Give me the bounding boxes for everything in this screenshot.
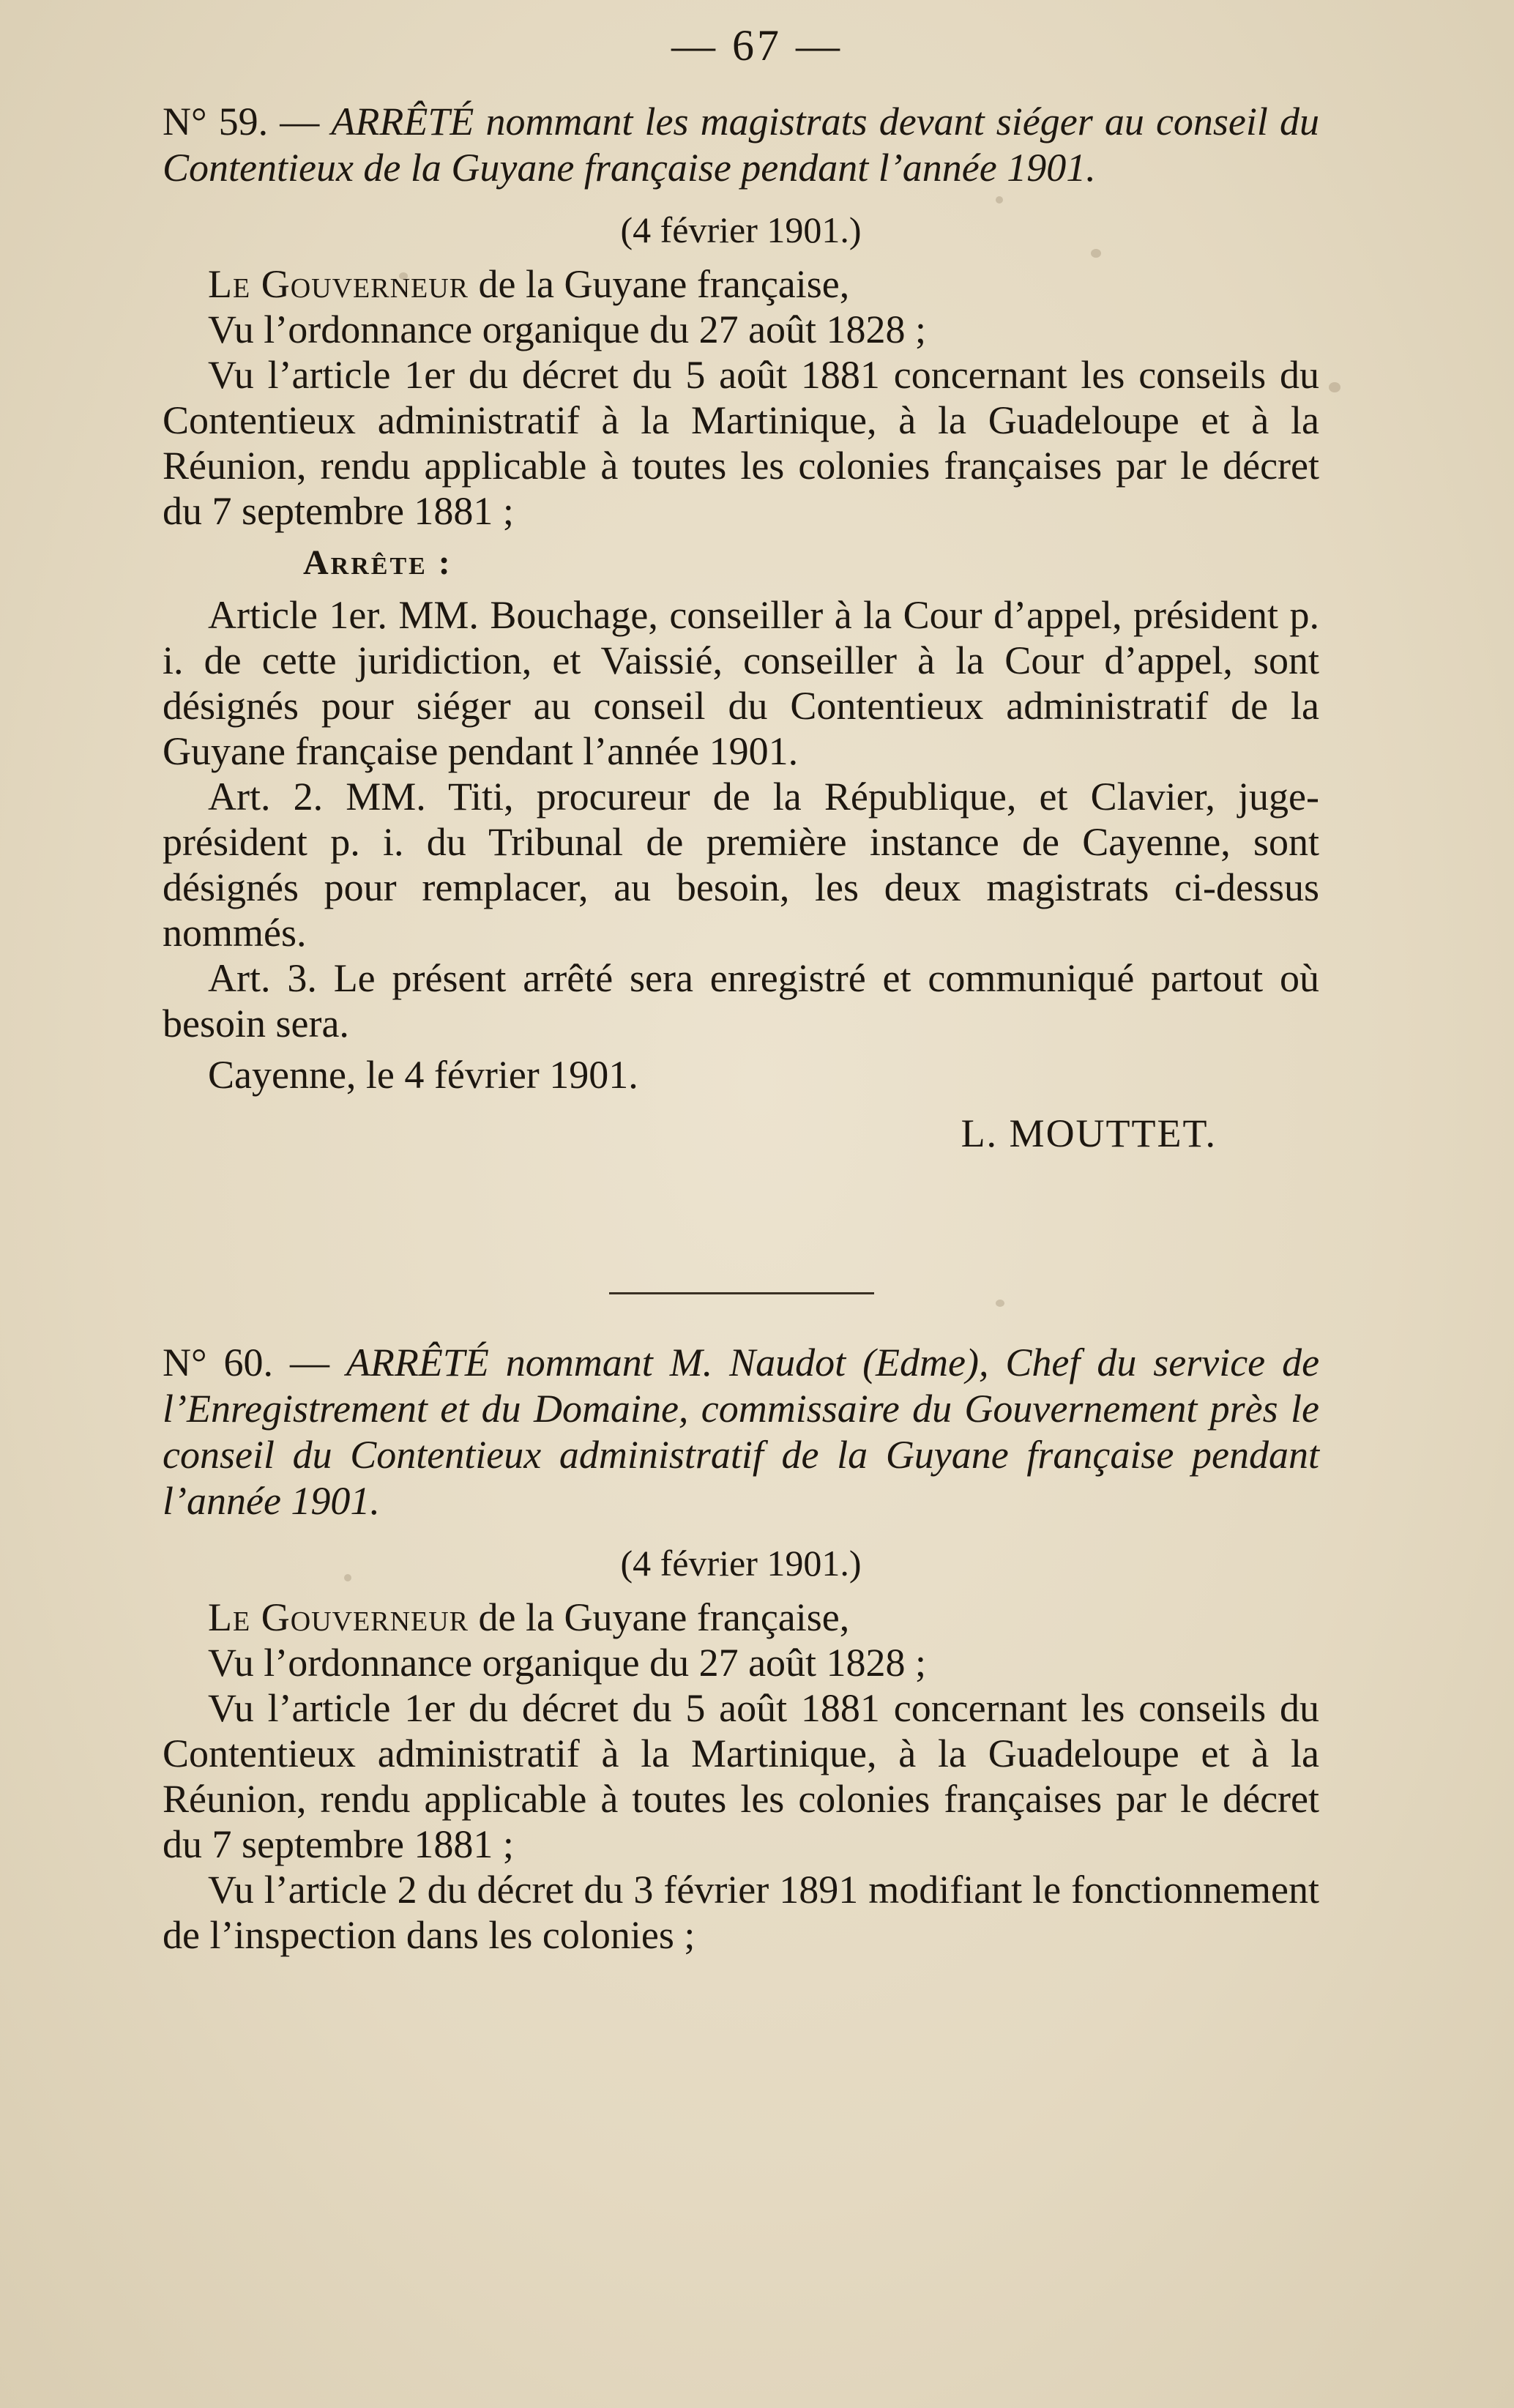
paper-speck [1329, 382, 1340, 392]
decree-59-governor [163, 261, 1319, 307]
decree-59-article-1: Article 1er. MM. Bouchage, conseiller à la Cour d’appel, président p. i. de cette juridiction, et Vaissié, conseiller à la Cour d’appel, sont désignés pour siéger au conseil du Contentieux administratif de la Guyane française pendant l’année 1901. [163, 593, 1319, 773]
decree-59-article-2: Art. 2. MM. Titi, procureur de la République, et Clavier, juge-président p. i. du Tribunal de première instance de Cayenne, sont désignés pour remplacer, au besoin, les deux magistrats ci-dessus nommés. [163, 775, 1319, 955]
decree-59-vu-1: Vu l’ordonnance organique du 27 août 1828 ; [208, 307, 927, 351]
decree-59-arrete: Arrête : [303, 543, 452, 582]
paper-speck [1091, 249, 1101, 258]
decree-59-signature: L. MOUTTET. [961, 1111, 1217, 1155]
decree-60 [163, 1340, 1319, 1958]
decree-60-heading [163, 1340, 1319, 1524]
decree-59-number: N° 59. — [163, 100, 320, 143]
decree-59-heading [163, 99, 1319, 191]
decree-60-date: (4 février 1901.) [620, 1543, 862, 1584]
decree-60-title-word: ARRÊTÉ [346, 1341, 489, 1384]
decree-60-number: N° 60. — [163, 1341, 329, 1384]
decree-59-title: nommant les magistrats devant siéger au conseil du Contentieux de la Guyane française pendant l’année 1901. [163, 100, 1319, 190]
decree-60-title: nommant M. Naudot (Edme), Chef du service de l’Enregistrement et du Domaine, commissaire du Gouvernement près le conseil du Contentieux administratif de la Guyane française pendant l’année 1901. [163, 1341, 1320, 1523]
decree-60-vu-1: Vu l’ordonnance organique du 27 août 1828 ; [208, 1641, 927, 1685]
decree-59-article-3: Art. 3. Le présent arrêté sera enregistré et communiqué partout où besoin sera. [163, 956, 1319, 1045]
paper-speck [344, 1574, 351, 1581]
paper-speck [996, 1300, 1004, 1307]
decree-60-vu-3: Vu l’article 2 du décret du 3 février 1891 modifiant le fonctionnement de l’inspection dans les colonies ; [163, 1868, 1319, 1957]
section-divider [609, 1292, 874, 1294]
decree-59-vu-2: Vu l’article 1er du décret du 5 août 1881 concernant les conseils du Contentieux administratif à la Martinique, à la Guadeloupe et à la Réunion, rendu applicable à toutes les colonies françaises par le décret du 7 septembre 1881 ; [163, 353, 1319, 533]
decree-59-place-date: Cayenne, le 4 février 1901. [208, 1053, 638, 1097]
governor-label: Le Gouverneur [208, 262, 469, 306]
governor-label: Le Gouverneur [208, 1595, 469, 1639]
paper-speck [996, 196, 1003, 204]
paper-speck [399, 272, 408, 280]
decree-59 [163, 99, 1319, 1156]
decree-59-title-word: ARRÊTÉ [331, 100, 474, 143]
governor-rest: de la Guyane française, [478, 1595, 850, 1639]
decree-60-governor [163, 1595, 1319, 1640]
governor-rest: de la Guyane française, [478, 262, 850, 306]
decree-59-date: (4 février 1901.) [620, 209, 862, 250]
page-number: — 67 — [671, 21, 843, 70]
decree-60-vu-2: Vu l’article 1er du décret du 5 août 1881 concernant les conseils du Contentieux administratif à la Martinique, à la Guadeloupe et à la Réunion, rendu applicable à toutes les colonies françaises par le décret du 7 septembre 1881 ; [163, 1686, 1319, 1866]
